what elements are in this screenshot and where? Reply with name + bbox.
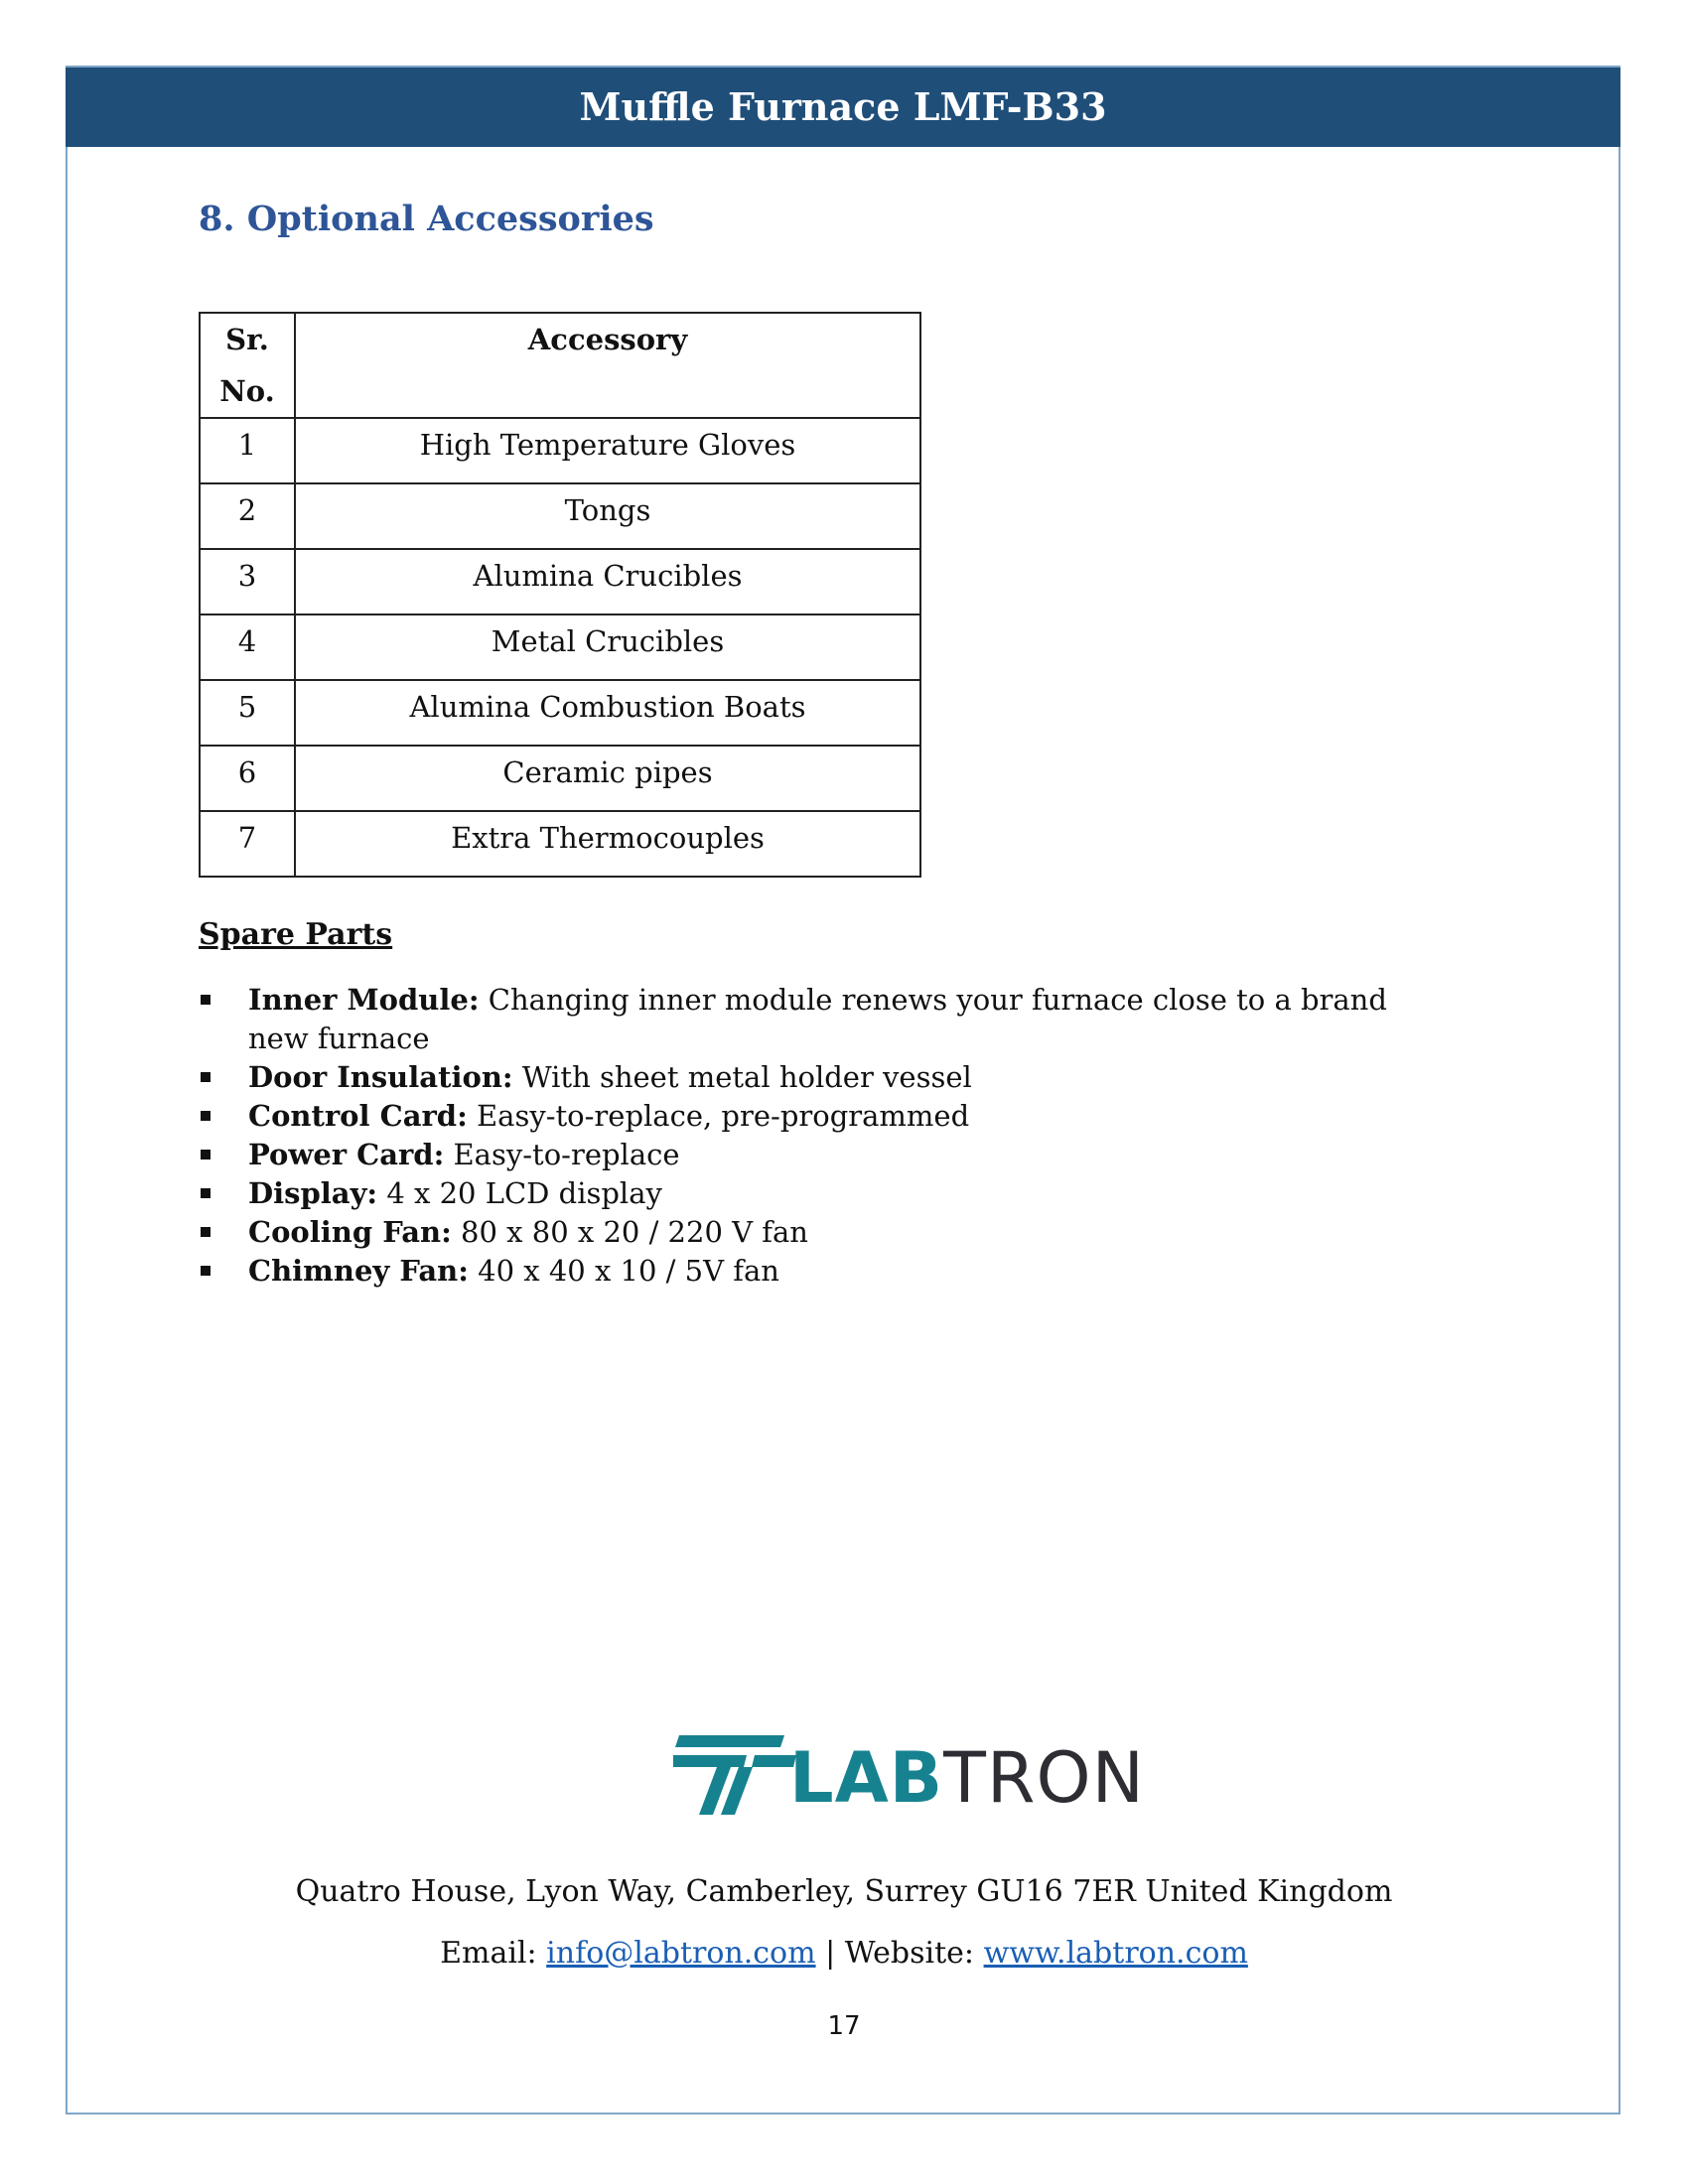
page-number: 17 xyxy=(827,2011,861,2041)
cell-accessory: Alumina Combustion Boats xyxy=(295,680,920,746)
item-text: Easy-to-replace, pre-programmed xyxy=(467,1099,970,1133)
list-item xyxy=(199,1097,1450,1136)
labtron-wordmark xyxy=(789,1735,1145,1821)
item-label: Door Insulation: xyxy=(248,1060,513,1094)
accessories-table xyxy=(199,312,921,878)
item-label: Control Card: xyxy=(248,1099,468,1133)
square-bullet-icon xyxy=(201,1188,211,1198)
item-label: Display: xyxy=(248,1176,378,1210)
contact-line xyxy=(0,1936,1688,1971)
table-row xyxy=(200,746,920,811)
square-bullet-icon xyxy=(201,1150,211,1160)
item-text: Easy-to-replace xyxy=(444,1138,680,1171)
cell-accessory: Alumina Crucibles xyxy=(295,549,920,614)
table-row xyxy=(200,483,920,549)
logo-part-tron: TRON xyxy=(943,1737,1145,1819)
table-row xyxy=(200,418,920,483)
cell-accessory: Metal Crucibles xyxy=(295,614,920,680)
square-bullet-icon xyxy=(201,1266,211,1276)
cell-accessory: Extra Thermocouples xyxy=(295,811,920,877)
cell-accessory: Tongs xyxy=(295,483,920,549)
company-address: Quatro House, Lyon Way, Camberley, Surrey GU16 7ER United Kingdom xyxy=(295,1874,1393,1909)
square-bullet-icon xyxy=(201,995,211,1005)
email-link[interactable]: info@labtron.com xyxy=(546,1936,816,1971)
header-title: Muffle Furnace LMF-B33 xyxy=(579,84,1107,129)
item-label: Power Card: xyxy=(248,1138,445,1171)
cell-sr-no: 5 xyxy=(200,680,295,746)
cell-sr-no: 3 xyxy=(200,549,295,614)
page-header xyxy=(66,68,1620,147)
table-row xyxy=(200,680,920,746)
item-text: Changing inner module renews your furnace close to a brand new furnace xyxy=(248,983,1387,1055)
website-label: | Website: xyxy=(815,1936,984,1971)
spare-parts-list xyxy=(199,981,1450,1291)
table-row xyxy=(200,614,920,680)
header-accessory: Accessory xyxy=(295,313,920,418)
table-header-row xyxy=(200,313,920,418)
table-row xyxy=(200,549,920,614)
item-label: Cooling Fan: xyxy=(248,1215,452,1249)
cell-sr-no: 6 xyxy=(200,746,295,811)
item-text: With sheet metal holder vessel xyxy=(512,1060,972,1094)
item-label: Chimney Fan: xyxy=(248,1254,469,1288)
item-label: Inner Module: xyxy=(248,983,480,1017)
square-bullet-icon xyxy=(201,1072,211,1082)
list-item xyxy=(199,1213,1450,1252)
square-bullet-icon xyxy=(201,1111,211,1121)
cell-sr-no: 7 xyxy=(200,811,295,877)
section-title: 8. Optional Accessories xyxy=(199,199,654,239)
table-row xyxy=(200,811,920,877)
logo-part-lab: LAB xyxy=(789,1737,944,1819)
cell-sr-no: 2 xyxy=(200,483,295,549)
cell-sr-no: 1 xyxy=(200,418,295,483)
header-sr-no: Sr. No. xyxy=(200,313,295,418)
list-item xyxy=(199,1252,1450,1291)
email-label: Email: xyxy=(440,1936,547,1971)
list-item xyxy=(199,1174,1450,1213)
list-item xyxy=(199,1058,1450,1097)
square-bullet-icon xyxy=(201,1227,211,1237)
list-item xyxy=(199,1136,1450,1174)
item-text: 40 x 40 x 10 / 5V fan xyxy=(468,1254,779,1288)
cell-sr-no: 4 xyxy=(200,614,295,680)
cell-accessory: High Temperature Gloves xyxy=(295,418,920,483)
item-text: 4 x 20 LCD display xyxy=(377,1176,662,1210)
cell-accessory: Ceramic pipes xyxy=(295,746,920,811)
list-item xyxy=(199,981,1450,1058)
spare-parts-title: Spare Parts xyxy=(199,917,393,952)
website-link[interactable]: www.labtron.com xyxy=(983,1936,1248,1971)
item-text: 80 x 80 x 20 / 220 V fan xyxy=(451,1215,808,1249)
